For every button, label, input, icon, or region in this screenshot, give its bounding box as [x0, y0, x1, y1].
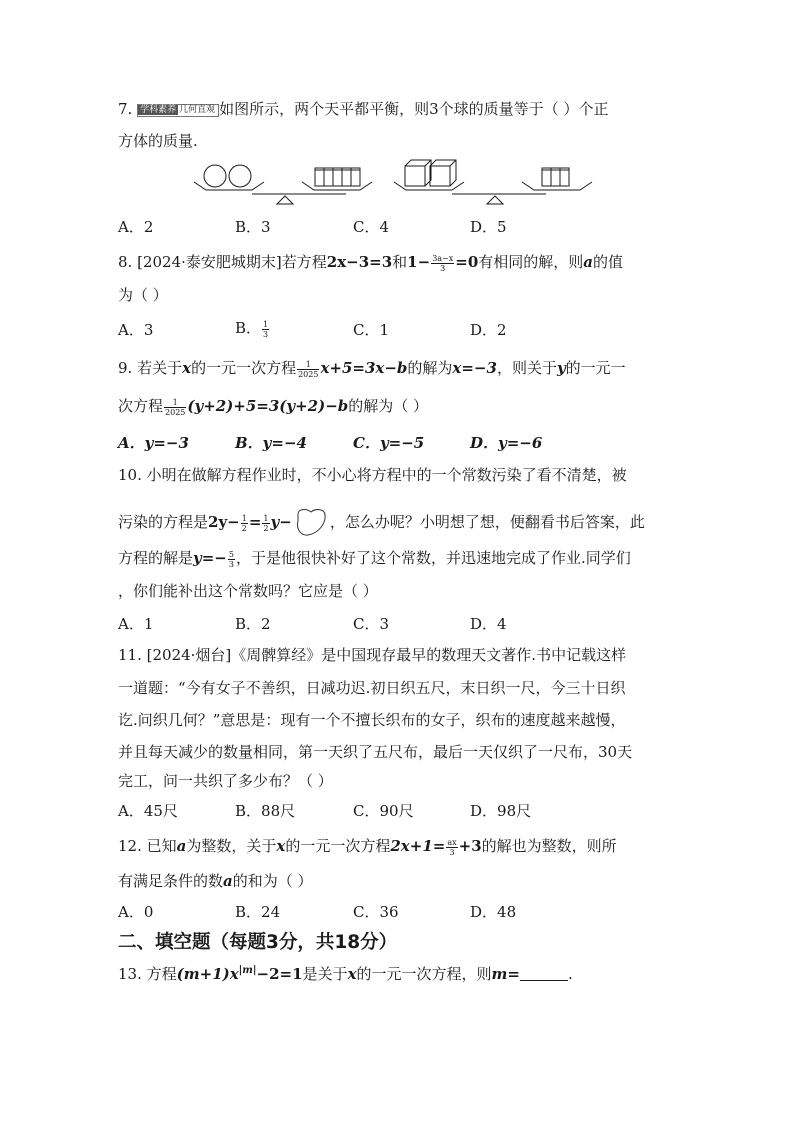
q11-line1: 11. [2024·烟台]《周髀算经》是中国现存最早的数理天文著作.书中记载这样	[118, 646, 627, 664]
q11-line5: 完工，问一共织了多少布？（ ）	[118, 772, 333, 790]
cylinder-icon	[351, 168, 360, 186]
q10-option-d: D．4	[470, 615, 507, 633]
q11-option-b: B．88尺	[235, 802, 296, 820]
q8-line2: 为（ ）	[118, 286, 168, 304]
cylinder-icon	[333, 168, 342, 186]
q7-text: 如图所示，两个天平都平衡，则3个球的质量等于（ ）个正	[219, 100, 609, 118]
q7-balance-figure	[192, 158, 612, 206]
fulcrum-icon	[487, 196, 503, 204]
ink-stain-icon	[294, 508, 328, 538]
q9-line1: 9. 若关于x的一元一次方程 $\frac{1}{2025}$ x+5=3x−b的解为x=−3，则关于y的一元一	[118, 359, 626, 379]
q9-option-a: A．y=−3	[118, 434, 189, 452]
q10-option-a: A．1	[118, 615, 154, 633]
section-2-title: 二、填空题（每题3分，共18分）	[118, 932, 398, 953]
fulcrum-icon	[277, 196, 293, 204]
q11-line3: 讫.问织几何？”意思是：现有一个不擅长织布的女子，织布的速度越来越慢，	[118, 711, 626, 729]
q10-option-b: B．2	[235, 615, 271, 633]
q10-line1: 10. 小明在做解方程作业时，不小心将方程中的一个常数污染了看不清楚，被	[118, 466, 627, 484]
q13-line1: 13. 方程$(m+1)x^{|m|}-2=1$是关于x的一元一次方程，则m= .	[118, 965, 573, 983]
cube-icon	[405, 160, 431, 186]
q12-line1: 12. 已知a为整数，关于x的一元一次方程2x+1= $\frac{ax}{3}$ +3的解也为整数，则所	[118, 837, 617, 857]
q7-option-a: A．2	[118, 218, 154, 236]
q9-line2: 次方程 $\frac{1}{2025}$ (y+2)+5=3(y+2)−b的解为（ ）	[118, 397, 429, 417]
q13-answer-blank[interactable]	[520, 966, 568, 981]
q12-option-c: C．36	[353, 903, 399, 921]
q8-line1: 8. [2024·泰安肥城期末]若方程2x−3=3和1− $\frac{3a-x}{3}$ =0有相同的解，则a的值	[118, 253, 624, 273]
cube-icon	[430, 160, 456, 186]
cylinder-icon	[551, 168, 560, 186]
ball-icon	[204, 165, 226, 187]
q9-option-c: C．y=−5	[353, 434, 425, 452]
q11-source: [2024·烟台]	[146, 646, 232, 664]
q9-option-b: B．y=−4	[235, 434, 307, 452]
q8-option-c: C．1	[353, 321, 390, 339]
q12-option-a: A．0	[118, 903, 154, 921]
q10-line4: ，你们能补出这个常数吗？它应是（ ）	[118, 582, 378, 600]
cylinder-icon	[542, 168, 551, 186]
q10-line2: 污染的方程是2y− $\frac{1}{2}$ = $\frac{1}{2}$ y− ，怎么办呢？小明想了想，便翻看书后答案，此	[118, 508, 645, 538]
cylinder-icon	[315, 168, 324, 186]
cylinder-icon	[324, 168, 333, 186]
q8-option-a: A．3	[118, 321, 154, 339]
q11-option-a: A．45尺	[118, 802, 178, 820]
q8-option-b: B． $\frac{1}{3}$	[235, 319, 269, 339]
q10-line3: 方程的解是y=− $\frac{5}{3}$ ，于是他很快补好了这个常数，并迅速地完成了作业.同学们	[118, 549, 631, 569]
q12-option-d: D．48	[470, 903, 517, 921]
q7-option-d: D．5	[470, 218, 507, 236]
q7-option-b: B．3	[235, 218, 271, 236]
q11-option-c: C．90尺	[353, 802, 414, 820]
cylinder-icon	[560, 168, 569, 186]
q12-option-b: B．24	[235, 903, 281, 921]
q11-line4: 并且每天减少的数量相同，第一天织了五尺布，最后一天仅织了一尺布，30天	[118, 743, 633, 761]
q7-literacy-tag: 学科素养 几何直观	[137, 104, 219, 117]
balance-1	[194, 165, 372, 204]
q7-option-c: C．4	[353, 218, 390, 236]
q7-line1	[118, 99, 608, 119]
balance-2	[394, 160, 592, 204]
q7-number: 7.	[118, 100, 133, 118]
q12-line2: 有满足条件的数a的和为（ ）	[118, 872, 313, 890]
left-pan	[194, 182, 264, 190]
q8-option-d: D．2	[470, 321, 507, 339]
q8-source: [2024·泰安肥城期末]	[137, 253, 282, 271]
ball-icon	[229, 165, 251, 187]
q9-option-d: D．y=−6	[470, 434, 543, 452]
q10-option-c: C．3	[353, 615, 390, 633]
q11-option-d: D．98尺	[470, 802, 532, 820]
cylinder-icon	[342, 168, 351, 186]
q7-line2: 方体的质量.	[118, 132, 198, 150]
q11-line2: 一道题：“今有女子不善织，日减功迟.初日织五尺，末日织一尺，今三十日织	[118, 679, 626, 697]
